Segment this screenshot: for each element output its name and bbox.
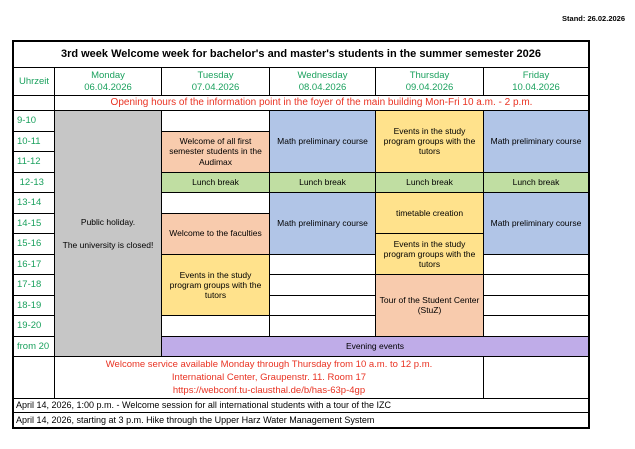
stand-date: Stand: 26.02.2026 xyxy=(562,14,625,23)
time-label: 9-10 xyxy=(14,111,54,131)
empty-slot xyxy=(484,357,588,398)
empty-slot xyxy=(270,316,375,336)
col-header-tuesday xyxy=(162,68,269,95)
col-header-uhrzeit: Uhrzeit xyxy=(14,68,54,95)
time-label: 16-17 xyxy=(14,255,54,275)
time-label: 15-16 xyxy=(14,234,54,254)
day-name: Friday xyxy=(522,69,550,81)
event-cell-math-course: Math preliminary course xyxy=(270,193,375,254)
day-date: 10.04.2026 xyxy=(512,81,560,93)
day-name: Monday xyxy=(91,69,125,81)
event-cell-faculties-welcome: Welcome to the faculties xyxy=(162,214,269,254)
day-name: Wednesday xyxy=(297,69,348,81)
holiday-line2: The university is closed! xyxy=(62,240,154,250)
time-label: 14-15 xyxy=(14,214,54,234)
welcome-service-link[interactable]: https://webconf.tu-clausthal.de/b/has-63p-4gp xyxy=(172,385,366,396)
event-cell-audimax-welcome: Welcome of all first semester students in the Audimax xyxy=(162,132,269,172)
empty-slot xyxy=(270,275,375,295)
time-label: 13-14 xyxy=(14,193,54,213)
footnote-izc: April 14, 2026, 1:00 p.m. - Welcome session for all international students with a tour of the IZC xyxy=(14,399,588,412)
page-title: 3rd week Welcome week for bachelor's and master's students in the summer semester 2026 xyxy=(14,42,588,67)
time-label: 12-13 xyxy=(14,173,54,193)
day-date: 06.04.2026 xyxy=(84,81,132,93)
day-name: Tuesday xyxy=(197,69,234,81)
footnote-hike: April 14, 2026, starting at 3 p.m. Hike through the Upper Harz Water Management System xyxy=(14,413,588,427)
empty-slot xyxy=(162,111,269,131)
day-date: 08.04.2026 xyxy=(298,81,347,93)
event-cell-math-course: Math preliminary course xyxy=(270,111,375,172)
empty-slot xyxy=(270,255,375,275)
time-grid xyxy=(14,111,588,356)
empty-slot xyxy=(484,275,588,295)
header-row xyxy=(14,68,588,95)
event-cell-study-groups: Events in the study program groups with the tutors xyxy=(376,234,483,274)
welcome-service-note xyxy=(55,357,483,398)
welcome-service-line1: Welcome service available Monday through Thursday from 10 a.m. to 12 p.m. xyxy=(105,359,433,370)
footnote-row-1 xyxy=(14,399,588,412)
empty-slot xyxy=(162,316,269,336)
event-cell-study-groups: Events in the study program groups with the tutors xyxy=(162,255,269,316)
opening-hours-row xyxy=(14,96,588,110)
empty-slot xyxy=(14,357,54,398)
welcome-service-line2: International Center, Graupenstr. 11. Room 17 xyxy=(171,372,367,383)
time-label: 11-12 xyxy=(14,152,54,172)
event-cell-study-groups: Events in the study program groups with the tutors xyxy=(376,111,483,172)
event-cell-lunch-break: Lunch break xyxy=(270,173,375,193)
time-label: from 20 xyxy=(14,337,54,357)
empty-slot xyxy=(484,255,588,275)
time-label: 10-11 xyxy=(14,132,54,152)
time-label: 18-19 xyxy=(14,296,54,316)
empty-slot xyxy=(484,316,588,336)
event-cell-evening-events: Evening events xyxy=(162,337,588,357)
event-cell-public-holiday xyxy=(55,111,161,356)
empty-slot xyxy=(162,193,269,213)
col-header-friday xyxy=(484,68,588,95)
day-date: 09.04.2026 xyxy=(405,81,454,93)
event-cell-lunch-break: Lunch break xyxy=(162,173,269,193)
opening-hours-note: Opening hours of the information point in the foyer of the main building Mon-Fri 10 a.m. - 2 p.m. xyxy=(55,96,588,110)
welcome-service-row xyxy=(14,357,588,398)
holiday-line1: Public holiday. xyxy=(80,216,136,227)
event-cell-math-course: Math preliminary course xyxy=(484,193,588,254)
event-cell-lunch-break: Lunch break xyxy=(484,173,588,193)
empty-slot xyxy=(270,296,375,316)
col-header-thursday xyxy=(376,68,483,95)
event-cell-math-course: Math preliminary course xyxy=(484,111,588,172)
time-label: 17-18 xyxy=(14,275,54,295)
time-label: 19-20 xyxy=(14,316,54,336)
col-header-monday xyxy=(55,68,161,95)
day-date: 07.04.2026 xyxy=(191,81,240,93)
empty-slot xyxy=(484,296,588,316)
welcome-week-table xyxy=(12,40,590,429)
event-cell-lunch-break: Lunch break xyxy=(376,173,483,193)
title-row xyxy=(14,42,588,67)
col-header-wednesday xyxy=(270,68,375,95)
event-cell-stuz-tour: Tour of the Student Center (StuZ) xyxy=(376,275,483,336)
day-name: Thursday xyxy=(409,69,450,81)
event-cell-timetable-creation: timetable creation xyxy=(376,193,483,233)
empty-slot xyxy=(14,96,54,110)
footnote-row-2 xyxy=(14,413,588,427)
